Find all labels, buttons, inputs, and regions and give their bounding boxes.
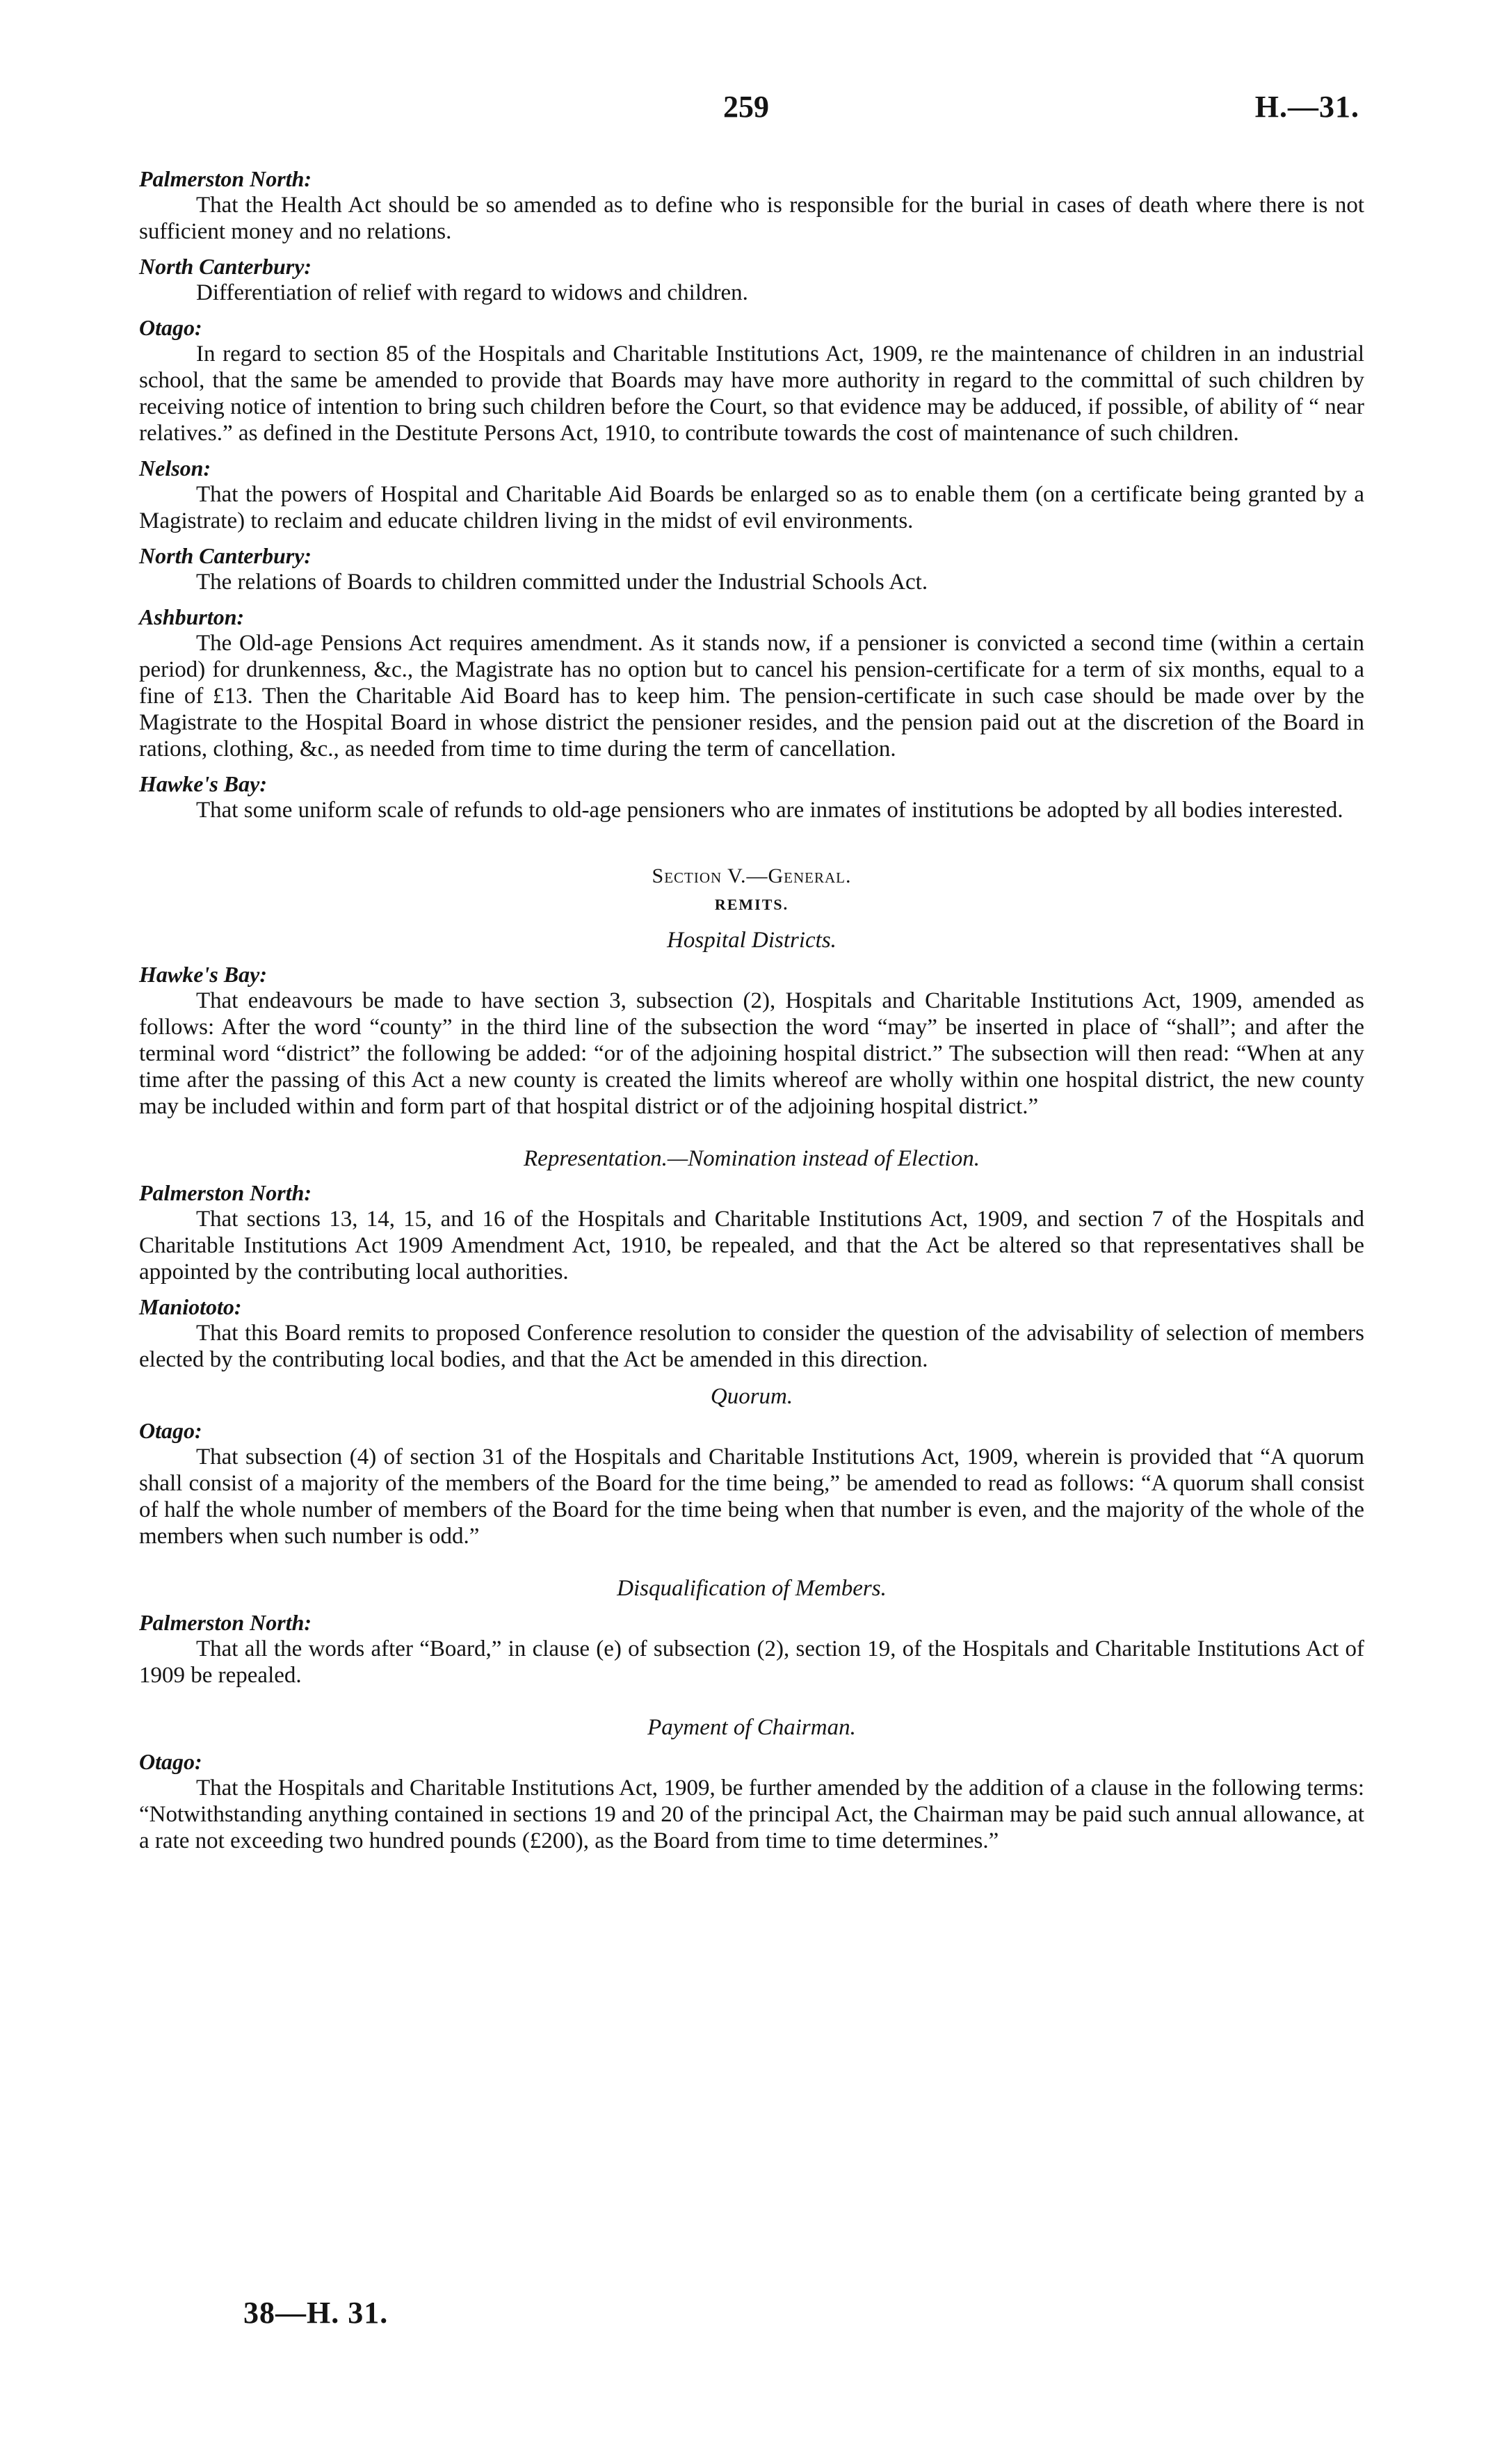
remit-text: In regard to section 85 of the Hospitals and Charitable Institutions Act, 1909, re the maintenance of children in an industrial school, that the same be amended to provide that Boards may have more authority in regard to the committal of such children by receiving notice of intention to bring such children before the Court, so that evidence may be adduced, if possible, of ability of “ near relatives.” as defined in the Destitute Persons Act, 1910, to contribute towards the cost of maintenance of such children. [139, 341, 1364, 446]
remit-text: That sections 13, 14, 15, and 16 of the Hospitals and Charitable Institutions Act, 1909, and section 7 of the Hospitals and Charitable Institutions Act 1909 Amendment Act, 1910, be repealed, and that the Act be altered so that representatives shall be appointed by the contributing local authorities. [139, 1207, 1364, 1285]
page-header [0, 89, 1495, 131]
remit-text: That this Board remits to proposed Conference resolution to consider the question of the advisability of selection of members elected by the contributing local bodies, and that the Act be amended in this direction. [139, 1321, 1364, 1372]
remit-speaker: North Canterbury: [139, 254, 312, 279]
remit-block [139, 253, 1364, 306]
subheading-representation: Representation.—Nomination instead of Election. [524, 1146, 980, 1171]
remits-label: REMITS. [714, 896, 789, 913]
remit-block [139, 771, 1364, 823]
remit-text: That subsection (4) of section 31 of the Hospitals and Charitable Institutions Act, 1909, wherein is provided that “A quorum shall consist of a majority of the members of the Board for the time being,” be amended to read as follows: “A quorum shall consist of half the whole number of members of the Board for the time being when that number is even, and the majority of the whole of the members when such number is odd.” [139, 1444, 1364, 1549]
printer-signature: 38—H. 31. [243, 2296, 389, 2330]
section-title-name: General. [768, 864, 852, 887]
remit-block [139, 1179, 1364, 1285]
remit-block [139, 166, 1364, 245]
remit-speaker: Palmerston North: [139, 1610, 312, 1635]
remit-speaker: Ashburton: [139, 604, 245, 629]
remit-speaker: Palmerston North: [139, 166, 312, 191]
section-title-prefix: Section V. [652, 864, 747, 887]
remit-text: That the Hospitals and Charitable Institutions Act, 1909, be further amended by the addition of a clause in the following terms: “Notwithstanding anything contained in sections 19 and 20 of the principal Act, the Chairman may be paid such annual allowance, at a rate not exceeding two hundred pounds (£200), as the Board from time to time determines.” [139, 1775, 1364, 1853]
remit-text: The Old-age Pensions Act requires amendment. As it stands now, if a pensioner is convicted a second time (within a certain period) for drunkenness, &c., the Magistrate has no option but to cancel his pension-certificate for a term of six months, equal to a fine of £13. Then the Charitable Aid Board has to keep him. The pension-certificate in such case should be made over by the Magistrate to the Hospital Board in whose district the pensioner resides, and the pension paid out at the discretion of the Board in rations, clothing, &c., as needed from time to time during the term of cancellation. [139, 631, 1364, 762]
remit-block [139, 455, 1364, 534]
remit-speaker: Nelson: [139, 456, 211, 481]
remit-text: That endeavours be made to have section 3, subsection (2), Hospitals and Charitable Institutions Act, 1909, amended as follows: After the word “county” in the third line of the subsection the word “may” be inserted in place of “shall”; and after the terminal word “district” the following be added: “or of the adjoining hospital district.” The subsection will then read: “When at any time after the passing of this Act a new county is created the limits whereof are wholly within one hospital district, the new county may be included within and form part of that hospital district or of the adjoining hospital district.” [139, 988, 1364, 1119]
remit-block [139, 961, 1364, 1120]
document-body [139, 166, 1364, 1862]
remit-text: Differentiation of relief with regard to widows and children. [196, 280, 748, 305]
remit-speaker: North Canterbury: [139, 543, 312, 568]
remit-block [139, 1609, 1364, 1689]
remit-block [139, 1417, 1364, 1549]
document-reference: H.—31. [1254, 90, 1359, 124]
remit-speaker: Palmerston North: [139, 1180, 312, 1205]
remit-text: The relations of Boards to children committed under the Industrial Schools Act. [196, 570, 928, 595]
remit-block [139, 1294, 1364, 1373]
remit-speaker: Hawke's Bay: [139, 962, 267, 987]
subheading-payment: Payment of Chairman. [647, 1715, 856, 1740]
section-title [139, 862, 1364, 890]
remit-speaker: Hawke's Bay: [139, 771, 267, 796]
remit-speaker: Otago: [139, 315, 202, 340]
subheading-quorum: Quorum. [710, 1384, 793, 1409]
remit-block [139, 1748, 1364, 1854]
remit-text: That all the words after “Board,” in clause (e) of subsection (2), section 19, of the Hospitals and Charitable Institutions Act of 1909 be repealed. [139, 1636, 1364, 1688]
page-number: 259 [723, 90, 769, 124]
subheading-disqualification: Disqualification of Members. [617, 1576, 887, 1601]
remit-speaker: Otago: [139, 1418, 202, 1443]
subheading-hospital-districts: Hospital Districts. [667, 928, 837, 953]
remit-block [139, 314, 1364, 446]
remit-speaker: Maniototo: [139, 1294, 242, 1319]
remit-block [139, 542, 1364, 595]
remit-speaker: Otago: [139, 1749, 202, 1774]
remit-block [139, 604, 1364, 762]
remit-text: That the Health Act should be so amended as to define who is responsible for the burial in cases of death where there is not sufficient money and no relations. [139, 193, 1364, 244]
remit-text: That some uniform scale of refunds to old-age pensioners who are inmates of institutions be adopted by all bodies interested. [196, 798, 1343, 823]
section-title-dash: — [746, 864, 768, 887]
remit-text: That the powers of Hospital and Charitable Aid Boards be enlarged so as to enable them (on a certificate being granted by a Magistrate) to reclaim and educate children living in the midst of evil environments. [139, 482, 1364, 533]
